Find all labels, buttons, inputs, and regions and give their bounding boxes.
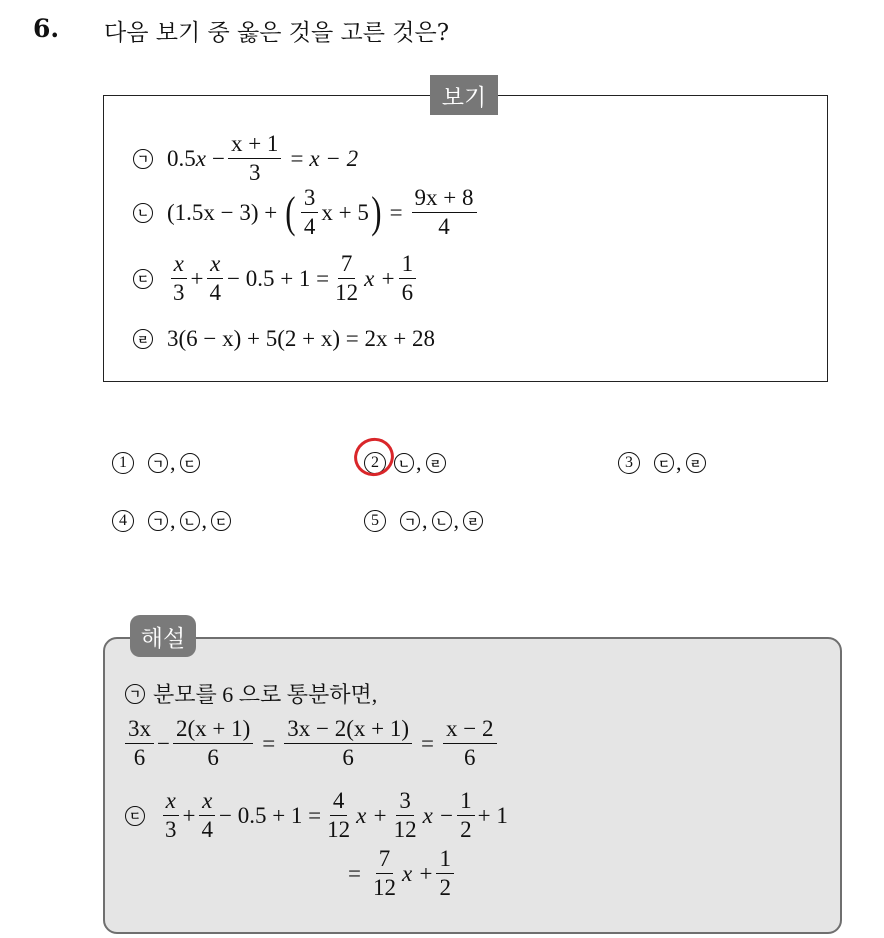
expr-op: − [211,145,225,171]
marker-digeut: ㄷ [133,269,153,289]
denominator: 2 [439,875,451,901]
right-paren: ) [371,187,382,237]
numerator: 1 [457,789,475,816]
choice-3[interactable] [618,450,706,476]
expr-part: x + 5 [321,199,369,225]
choice-marker: ㄴ [394,453,414,473]
numerator: 1 [436,847,454,874]
separator: , [170,450,176,475]
denominator: 6 [342,745,354,771]
fraction [198,789,216,842]
choice-1[interactable] [112,450,200,476]
choice-number: 5 [364,510,386,532]
fraction [284,717,412,770]
fraction [412,186,477,239]
fraction [443,717,496,770]
numerator: 4 [330,789,348,816]
fraction [399,252,417,305]
choice-marker: ㄷ [211,511,231,531]
solution-text: 분모를 6 으로 통분하면, [153,682,378,707]
expr-part: − 0.5 + 1 = [218,802,322,828]
denominator: 4 [209,280,221,306]
denominator: 12 [327,817,351,843]
marker-rieul: ㄹ [133,329,153,349]
denominator: 12 [393,817,417,843]
numerator: x [199,789,215,816]
expr-op: + [182,802,196,828]
expr-part: x − 2 [309,145,359,171]
marker-nieun: ㄴ [133,203,153,223]
expr-part: x − [422,802,455,828]
fraction [332,252,361,305]
question-number: 6. [33,14,60,43]
choice-number: 2 [364,452,386,474]
separator: , [422,508,428,533]
question-text: 다음 보기 중 옳은 것을 고른 것은? [104,20,450,46]
expr-op: + [190,265,204,291]
bogi-item-1 [133,132,358,185]
choice-marker: ㄱ [148,453,168,473]
numerator: 7 [338,252,356,279]
marker-digeut: ㄷ [125,806,145,826]
expr-part: x + [364,265,396,291]
numerator: 9x + 8 [412,186,477,213]
solution-line-4 [348,847,457,900]
denominator: 12 [335,280,359,306]
separator: , [416,450,422,475]
fraction [436,847,454,900]
numerator: 7 [376,847,394,874]
denominator: 6 [207,745,219,771]
expr-part: x + [401,860,434,886]
numerator: x [207,252,223,279]
denominator: 4 [438,214,450,240]
choice-marker: ㄷ [654,453,674,473]
numerator: x [163,789,179,816]
numerator: 3x − 2(x + 1) [284,717,412,744]
fraction [228,132,281,185]
bogi-title: 보기 [430,75,498,115]
solution-line-1 [125,678,377,709]
choice-marker: ㄴ [180,511,200,531]
choice-number: 3 [618,452,640,474]
fraction [391,789,420,842]
bogi-item-2 [133,186,480,239]
denominator: 3 [173,280,185,306]
expr-part: x + [356,802,388,828]
expr-part: + 1 [477,802,508,828]
fraction [301,186,319,239]
left-paren: ( [285,187,296,237]
numerator: 2(x + 1) [173,717,253,744]
denominator: 6 [401,280,414,306]
expr-part: − 0.5 + 1 = [226,265,330,291]
numerator: 1 [399,252,417,279]
marker-giyeok: ㄱ [133,149,153,169]
separator: , [676,450,682,475]
choice-5[interactable] [364,508,483,534]
numerator: x + 1 [228,132,281,159]
separator: , [201,508,207,533]
separator: , [453,508,459,533]
choice-marker: ㄴ [432,511,452,531]
numerator: 3 [301,186,319,213]
fraction [162,789,180,842]
choice-marker: ㄱ [400,511,420,531]
choice-marker: ㄱ [148,511,168,531]
expr-var: x [195,145,206,171]
solution-line-2 [122,717,500,770]
solution-line-3 [125,789,508,842]
numerator: 3x [125,717,154,744]
choice-number: 4 [112,510,134,532]
fraction [370,847,399,900]
fraction [206,252,224,305]
denominator: 12 [372,875,396,901]
fraction [125,717,154,770]
bogi-item-3 [133,252,419,305]
denominator: 3 [248,160,261,186]
numerator: x [171,252,187,279]
expr-op: = [421,730,435,756]
denominator: 4 [303,214,316,240]
expr-op: = [389,199,403,225]
choice-4[interactable] [112,508,231,534]
choice-marker: ㄹ [426,453,446,473]
choice-marker: ㄷ [180,453,200,473]
fraction [173,717,253,770]
choice-marker: ㄹ [463,511,483,531]
expr-part: (1.5x − 3) + [167,199,278,225]
marker-giyeok: ㄱ [125,684,145,704]
choice-number: 1 [112,452,134,474]
denominator: 3 [165,817,177,843]
denominator: 6 [464,745,476,771]
solution-title: 해설 [130,615,196,657]
fraction [457,789,475,842]
expr-op: = [348,860,361,886]
denominator: 6 [133,745,146,771]
choice-marker: ㄹ [686,453,706,473]
expr-op: − [157,730,170,756]
expr-part: 3(6 − x) + 5(2 + x) = 2x + 28 [167,326,435,351]
numerator: 3 [396,789,414,816]
expr-op: = [290,145,304,171]
denominator: 4 [201,817,213,843]
fraction [170,252,188,305]
bogi-item-4 [133,326,435,352]
denominator: 2 [460,817,472,843]
separator: , [170,508,176,533]
numerator: x − 2 [443,717,496,744]
fraction [324,789,353,842]
expr-op: = [262,730,276,756]
expr-part: 0.5 [167,145,196,171]
